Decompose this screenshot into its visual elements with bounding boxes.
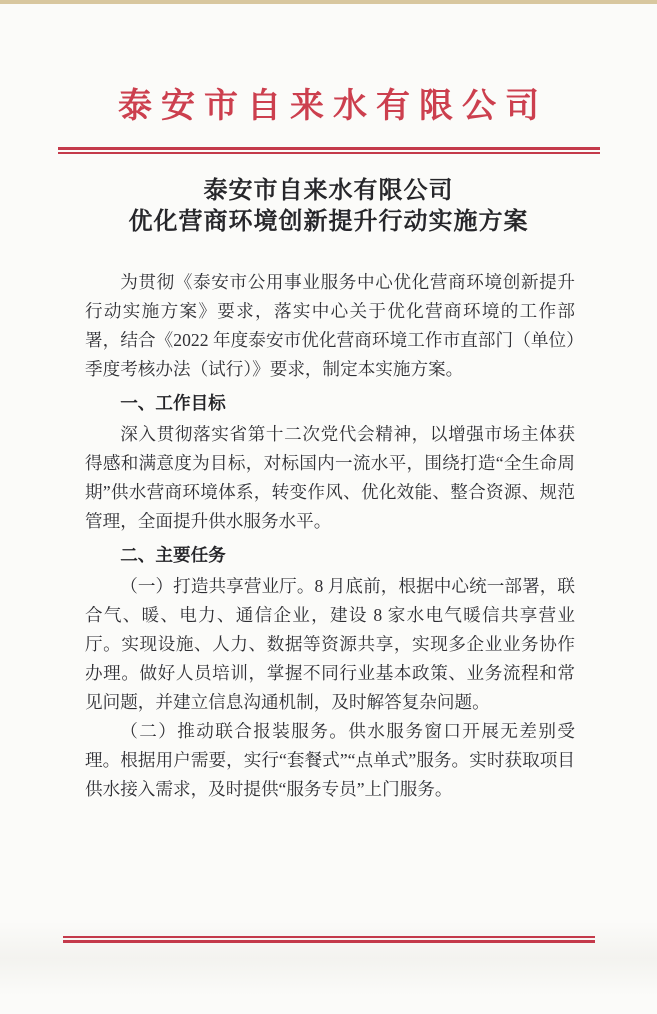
document-title-line2: 优化营商环境创新提升行动实施方案 [128, 209, 529, 235]
section-heading: 二、主要任务 [120, 545, 226, 565]
letterhead-company-title: 泰安市自来水有限公司 [118, 88, 548, 125]
footer-rule-thick [63, 940, 595, 943]
document-title-line1: 泰安市自来水有限公司 [203, 178, 454, 204]
body-paragraph: （二）推动联合报装服务。供水服务窗口开展无差别受理。根据用户需要，实行“套餐式”“点单式”服务。实时获取项目供水接入需求，及时提供“服务专员”上门服务。 [85, 721, 575, 799]
header-double-rule [58, 147, 600, 154]
document-page [0, 88, 657, 1014]
footer-double-rule [63, 936, 595, 943]
body-paragraph: 为贯彻《泰安市公用事业服务中心优化营商环境创新提升行动实施方案》要求，落实中心关于优化营商环境的工作部署，结合《2022 年度泰安市优化营商环境工作市直部门（单位）季度考核办法（试行）》要求，制定本实施方案。 [85, 272, 575, 379]
document-body [85, 268, 575, 804]
scanner-edge-strip [0, 0, 657, 4]
document-title [0, 176, 657, 238]
body-paragraph: 深入贯彻落实省第十二次党代会精神，以增强市场主体获得感和满意度为目标，对标国内一流水平，围绕打造“全生命周期”供水营商环境体系，转变作风、优化效能、整合资源、规范管理，全面提升供水服务水平。 [85, 424, 575, 531]
section-heading: 一、工作目标 [120, 393, 226, 413]
body-paragraph: （一）打造共享营业厅。8 月底前，根据中心统一部署，联合气、暖、电力、通信企业，建设 8 家水电气暖信共享营业厅。实现设施、人力、数据等资源共享，实现多企业业务协作办理。做好人员培训，掌握不同行业基本政策、业务流程和常见问题，并建立信息沟通机制，及时解答复杂问题。 [85, 576, 575, 712]
header-rule-thin [58, 152, 600, 154]
